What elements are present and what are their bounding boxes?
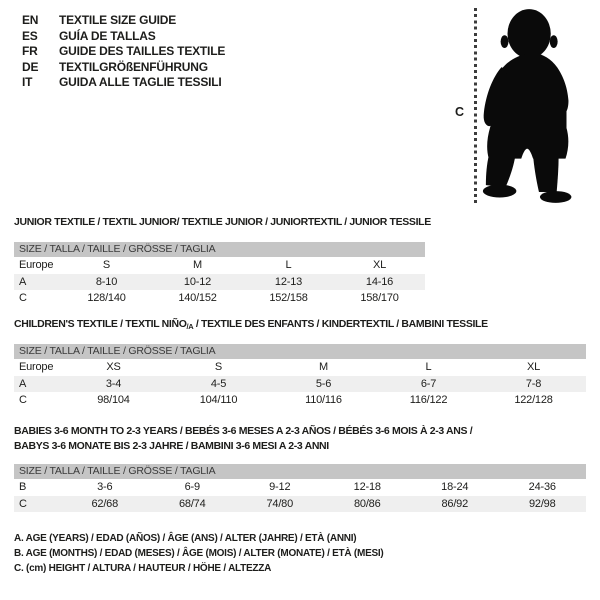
size-cell: 12-13 [274, 275, 303, 288]
size-cell: 7-8 [525, 377, 542, 390]
size-cell: 62/68 [91, 497, 119, 510]
lang-code: ES [22, 28, 38, 43]
lang-title: TEXTILE SIZE GUIDE [59, 13, 177, 27]
babies-table-title [14, 424, 472, 453]
row-label: A [19, 377, 27, 390]
size-cell: 80/86 [353, 497, 381, 510]
size-cell: 86/92 [441, 497, 469, 510]
size-cell: M [319, 361, 328, 373]
lang-code: FR [22, 44, 38, 59]
header-line-de [22, 60, 225, 76]
table-row-height [14, 496, 586, 513]
size-cell: 3-4 [105, 377, 122, 390]
row-label: Europe [19, 361, 54, 373]
lang-code: IT [22, 75, 33, 90]
size-cell: 3-6 [97, 481, 113, 493]
size-cell: S [102, 259, 111, 271]
size-cell: 74/80 [266, 497, 294, 510]
size-header-bar: SIZE / TALLA / TAILLE / GRÖSSE / TAGLIA [14, 464, 586, 479]
height-dashed-line [474, 8, 477, 206]
size-cell: L [425, 361, 432, 373]
children-table-title [14, 318, 488, 331]
size-cell: S [214, 361, 223, 373]
header-line-es [22, 29, 225, 45]
footnote-c: C. (cm) HEIGHT / ALTURA / HAUTEUR / HÖHE / ALTEZZA [14, 562, 272, 574]
table-row-age-months [14, 479, 586, 496]
row-label: C [19, 497, 27, 510]
size-cell: 152/158 [269, 292, 308, 304]
height-measure-label: C [455, 105, 465, 119]
size-cell: 12-18 [353, 481, 381, 493]
size-cell: 116/122 [409, 394, 448, 406]
header-line-fr [22, 44, 225, 60]
row-label: B [19, 481, 27, 493]
size-cell: L [285, 259, 292, 271]
babies-title-line1: BABIES 3-6 MONTH TO 2-3 YEARS / BEBÉS 3-6 MESES A 2-3 AÑOS / BÉBÉS 3-6 MOIS À 2-3 ANS / [14, 425, 473, 437]
language-header [22, 13, 225, 91]
size-cell: 9-12 [269, 481, 291, 493]
babies-size-table [14, 464, 586, 512]
size-cell: 122/128 [514, 394, 553, 406]
size-cell: 5-6 [315, 377, 332, 390]
junior-size-table [14, 242, 425, 307]
size-cell: 10-12 [183, 275, 212, 288]
size-cell: 104/110 [199, 394, 238, 406]
table-row-height [14, 392, 586, 409]
size-cell: 4-5 [210, 377, 227, 390]
size-cell: 92/98 [528, 497, 556, 510]
size-cell: 24-36 [528, 481, 556, 493]
size-cell: 6-9 [184, 481, 200, 493]
size-cell: 128/140 [87, 292, 126, 304]
children-size-table [14, 344, 586, 409]
size-cell: 140/152 [178, 292, 217, 304]
junior-table-title: JUNIOR TEXTILE / TEXTIL JUNIOR/ TEXTILE JUNIOR / JUNIORTEXTIL / JUNIOR TESSILE [14, 216, 431, 228]
table-row-age [14, 376, 586, 393]
size-cell: 98/104 [97, 394, 130, 406]
footnote-a: A. AGE (YEARS) / EDAD (AÑOS) / ÂGE (ANS) / ALTER (JAHRE) / ETÀ (ANNI) [14, 533, 357, 544]
size-cell: XL [526, 361, 541, 373]
row-label: C [19, 394, 27, 406]
lang-title: GUÍA DE TALLAS [59, 28, 156, 43]
size-cell: XL [372, 259, 387, 271]
lang-code: EN [22, 13, 39, 27]
table-row-height [14, 290, 425, 307]
children-title-post: / TEXTILE DES ENFANTS / KINDERTEXTIL / BAMBINI TESSILE [193, 318, 488, 330]
size-cell: 14-16 [365, 275, 394, 288]
table-row-age [14, 274, 425, 291]
babies-title-line2: BABYS 3-6 MONATE BIS 2-3 JAHRE / BAMBINI 3-6 MESI A 2-3 ANNI [14, 439, 329, 452]
lang-code: DE [22, 59, 39, 74]
size-cell: 8-10 [95, 275, 118, 288]
children-title-pre: CHILDREN'S TEXTILE / TEXTIL NIÑO [14, 318, 187, 330]
header-line-it [22, 75, 225, 91]
size-cell: 110/116 [305, 394, 342, 406]
size-cell: 18-24 [441, 481, 469, 493]
size-cell: 158/170 [360, 292, 399, 304]
header-line-en [22, 13, 225, 29]
size-header-bar: SIZE / TALLA / TAILLE / GRÖSSE / TAGLIA [14, 344, 586, 359]
children-title-sub: /A [186, 322, 194, 331]
row-label: Europe [19, 259, 54, 271]
row-label: C [19, 292, 27, 304]
lang-title: GUIDA ALLE TAGLIE TESSILI [59, 75, 222, 90]
size-cell: 68/74 [178, 497, 206, 510]
legend-footnotes [14, 532, 384, 576]
table-row-europe [14, 359, 586, 376]
row-label: A [19, 275, 27, 288]
size-cell: M [193, 259, 202, 271]
table-row-europe [14, 257, 425, 274]
size-cell: XS [106, 361, 121, 373]
lang-title: TEXTILGRÖßENFÜHRUNG [59, 59, 208, 74]
toddler-silhouette [478, 6, 596, 208]
lang-title: GUIDE DES TAILLES TEXTILE [59, 44, 226, 59]
size-header-bar: SIZE / TALLA / TAILLE / GRÖSSE / TAGLIA [14, 242, 425, 257]
size-cell: 6-7 [420, 377, 437, 390]
footnote-b: B. AGE (MONTHS) / EDAD (MESES) / ÂGE (MOIS) / ALTER (MONATE) / ETÀ (MESI) [14, 547, 384, 559]
